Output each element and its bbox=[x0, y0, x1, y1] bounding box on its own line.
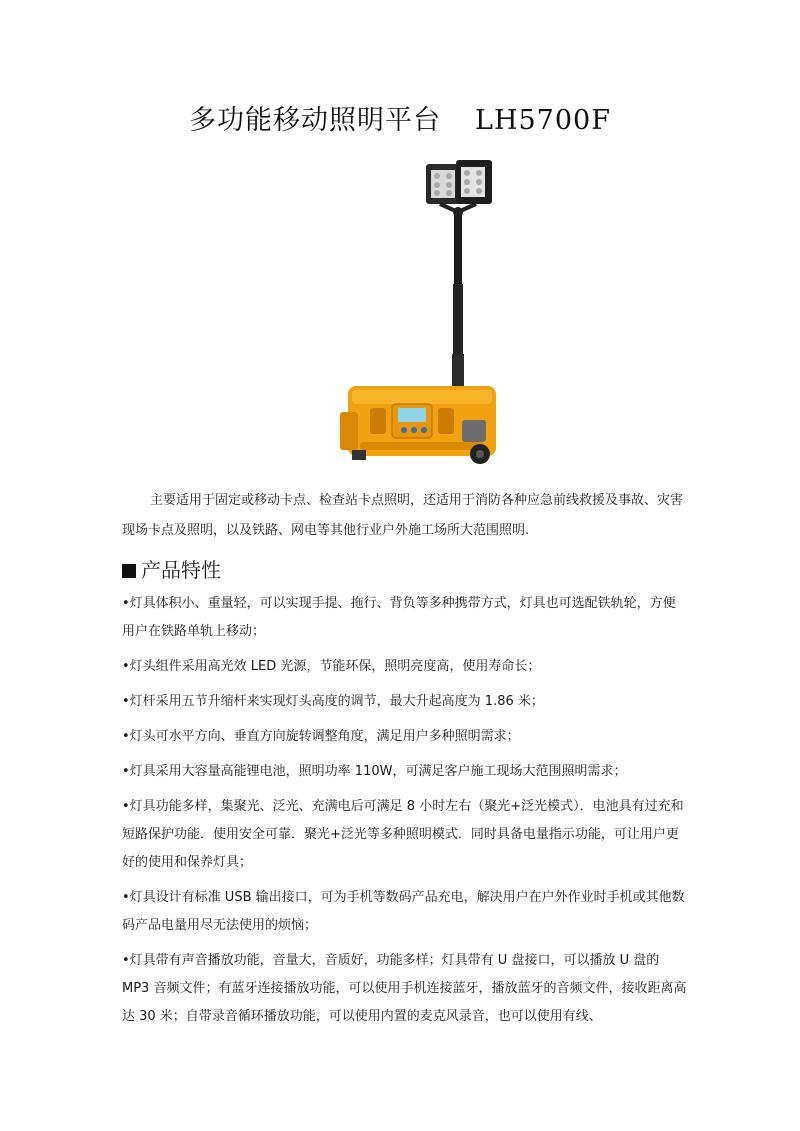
intro-paragraph: 主要适用于固定或移动卡点、检查站卡点照明，还适用于消防各种应急前线救援及事故、灾害现场卡点及照明，以及铁路、网电等其他行业户外施工场所大范围照明. bbox=[122, 493, 684, 538]
feature-item: •灯具采用大容量高能锂电池，照明功率 110W，可满足客户施工现场大范围照明需求； bbox=[122, 764, 627, 779]
product-model: LH5700F bbox=[475, 105, 611, 136]
page-title bbox=[0, 98, 800, 137]
feature-item: •灯杆采用五节升缩杆来实现灯头高度的调节，最大升起高度为 1.86 米； bbox=[122, 694, 544, 709]
feature-item: •灯具体积小、重量轻，可以实现手提、拖行、背负等多种携带方式，灯具也可选配铁轨轮，方便用户在铁路单轨上移动； bbox=[122, 596, 676, 639]
feature-item: •灯具带有声音播放功能，音量大，音质好，功能多样；灯具带有 U 盘接口，可以播放 U 盘的 MP3 音频文件；有蓝牙连接播放功能，可以使用手机连接蓝牙，播放蓝牙的音频文件，接收距离高达 30 米；自带录音循环播放功能，可以使用内置的麦克风录音，也可以使用有线、 bbox=[122, 953, 687, 1024]
section-heading-text: 产品特性 bbox=[141, 558, 221, 582]
section-heading bbox=[122, 554, 221, 583]
square-bullet-icon bbox=[122, 564, 136, 578]
case bbox=[340, 386, 496, 464]
feature-list bbox=[122, 590, 688, 1038]
feature-item: •灯具功能多样，集聚光、泛光、充满电后可满足 8 小时左右（聚光+泛光模式）．电池具有过充和短路保护功能．使用安全可靠．聚光+泛光等多种照明模式．同时具备电量指示功能，可让用户更好的使用和保养灯具； bbox=[122, 799, 684, 870]
feature-item: •灯头组件采用高光效 LED 光源，节能环保，照明亮度高，使用寿命长； bbox=[122, 659, 541, 674]
feature-item: •灯头可水平方向、垂直方向旋转调整角度，满足用户多种照明需求； bbox=[122, 729, 520, 744]
light-heads bbox=[426, 160, 492, 217]
product-name: 多功能移动照明平台 bbox=[189, 105, 442, 136]
feature-item: •灯具设计有标准 USB 输出接口，可为手机等数码产品充电，解决用户在户外作业时手机或其他数码产品电量用尽无法使用的烦恼； bbox=[122, 890, 685, 933]
product-photo bbox=[330, 150, 500, 470]
